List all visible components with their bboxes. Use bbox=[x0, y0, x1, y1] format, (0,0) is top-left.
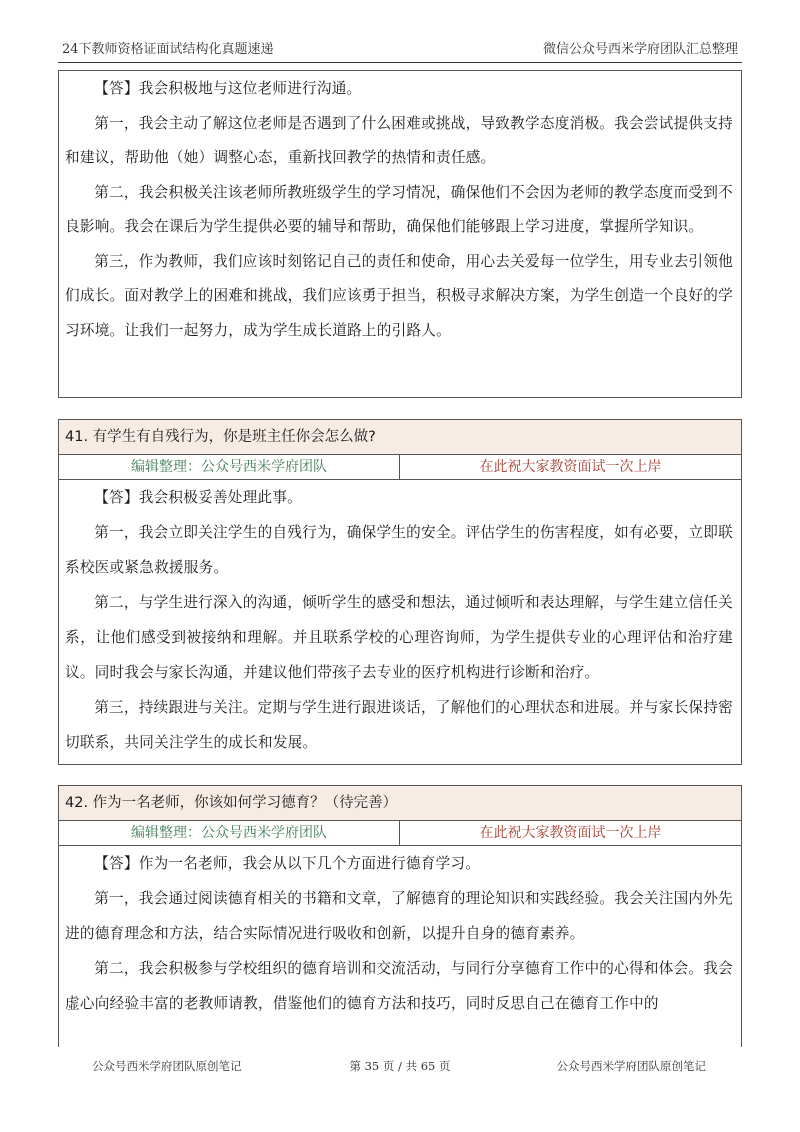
answer-paragraph: 第二，我会积极关注该老师所教班级学生的学习情况，确保他们不会因为老师的教学态度而受到不良影响。我会在课后为学生提供必要的辅导和帮助，确保他们能够跟上学习进度，掌握所学知识。 bbox=[65, 183, 733, 235]
question-42-title: 42. 作为一名老师，你该如何学习德育？（待完善） bbox=[59, 786, 741, 821]
answer-content bbox=[59, 71, 741, 348]
answer-paragraph: 第一，我会主动了解这位老师是否遇到了什么困难或挑战，导致教学态度消极。我会尝试提供支持和建议，帮助他（她）调整心态，重新找回教学的热情和责任感。 bbox=[65, 114, 733, 166]
question-41-box bbox=[58, 419, 742, 765]
editor-credit: 编辑整理：公众号西米学府团队 bbox=[59, 821, 400, 845]
page-number: 第 35 页 / 共 65 页 bbox=[349, 1059, 451, 1073]
answer-paragraph: 第二，与学生进行深入的沟通，倾听学生的感受和想法，通过倾听和表达理解，与学生建立信任关系，让他们感受到被接纳和理解。并且联系学校的心理咨询师，为学生提供专业的心理评估和治疗建议。同时我会与家长沟通，并建议他们带孩子去专业的医疗机构进行诊断和治疗。 bbox=[65, 594, 733, 681]
header-source: 微信公众号西米学府团队汇总整理 bbox=[542, 42, 738, 57]
wish-text: 在此祝大家教资面试一次上岸 bbox=[479, 825, 662, 841]
answer-paragraph: 【答】我会积极地与这位老师进行沟通。 bbox=[94, 80, 362, 97]
wish-text: 在此祝大家教资面试一次上岸 bbox=[479, 459, 662, 475]
editor-credit: 编辑整理：公众号西米学府团队 bbox=[59, 455, 400, 479]
footer-left-note: 公众号西米学府团队原创笔记 bbox=[92, 1059, 242, 1073]
answer-content bbox=[59, 480, 741, 760]
question-41-title: 41. 有学生有自残行为，你是班主任你会怎么做? bbox=[59, 420, 741, 455]
answer-paragraph: 第一，我会立即关注学生的自残行为，确保学生的安全。评估学生的伤害程度，如有必要，立即联系校医或紧急救援服务。 bbox=[65, 524, 733, 576]
question-41-info-row bbox=[59, 455, 741, 480]
page-header bbox=[58, 30, 742, 63]
header-document-title: 24下教师资格证面试结构化真题速递 bbox=[62, 42, 274, 57]
answer-paragraph: 【答】我会积极妥善处理此事。 bbox=[94, 489, 303, 506]
answer-paragraph: 第一，我会通过阅读德育相关的书籍和文章，了解德育的理论知识和实践经验。我会关注国内外先进的德育理念和方法，结合实际情况进行吸收和创新，以提升自身的德育素养。 bbox=[65, 890, 733, 942]
answer-paragraph: 第三，持续跟进与关注。定期与学生进行跟进谈话，了解他们的心理状态和进展。并与家长保持密切联系，共同关注学生的成长和发展。 bbox=[65, 699, 733, 751]
answer-paragraph: 第二，我会积极参与学校组织的德育培训和交流活动，与同行分享德育工作中的心得和体会。我会虚心向经验丰富的老教师请教，借鉴他们的德育方法和技巧，同时反思自己在德育工作中的 bbox=[65, 960, 733, 1012]
answer-box-continued bbox=[58, 70, 742, 398]
answer-paragraph: 【答】作为一名老师，我会从以下几个方面进行德育学习。 bbox=[94, 855, 481, 872]
page-footer bbox=[0, 1058, 800, 1078]
footer-right-note: 公众号西米学府团队原创笔记 bbox=[556, 1059, 706, 1073]
question-42-info-row bbox=[59, 821, 741, 846]
answer-content bbox=[59, 846, 741, 1021]
answer-paragraph: 第三，作为教师，我们应该时刻铭记自己的责任和使命，用心去关爱每一位学生，用专业去引领他们成长。面对教学上的困难和挑战，我们应该勇于担当，积极寻求解决方案，为学生创造一个良好的学习环境。让我们一起努力，成为学生成长道路上的引路人。 bbox=[65, 252, 733, 339]
question-42-box bbox=[58, 785, 742, 1047]
